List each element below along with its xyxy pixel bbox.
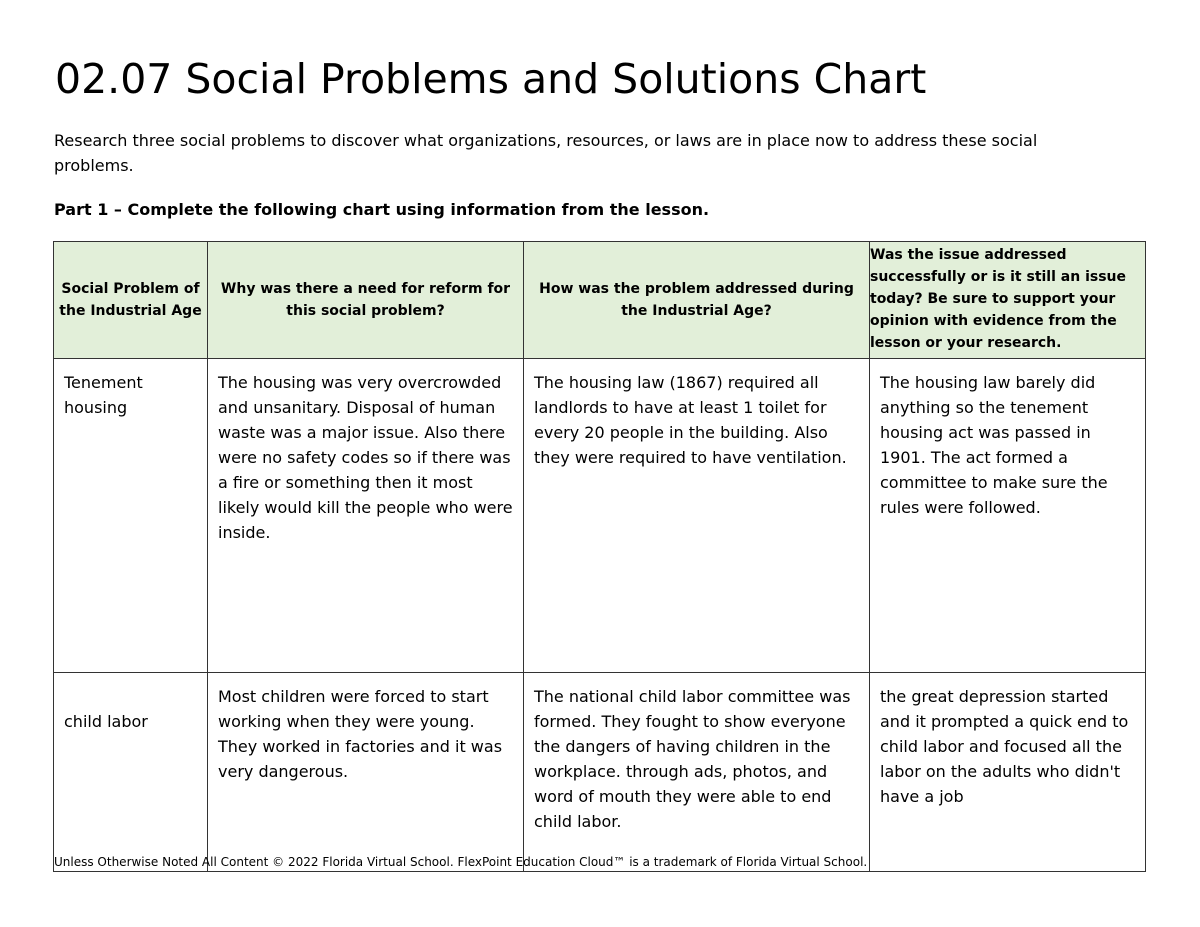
table-header-row bbox=[54, 242, 1146, 359]
header-need-for-reform: Why was there a need for reform for this social problem? bbox=[208, 242, 524, 359]
cell-addressed: The national child labor committee was formed. They fought to show everyone the dangers of having children in the workplace. through ads, photos, and word of mouth they were able to end child labor. bbox=[524, 673, 870, 872]
cell-problem: Tenement housing bbox=[54, 359, 208, 673]
intro-text: Research three social problems to discover what organizations, resources, or laws are in place now to address these social problems. bbox=[54, 131, 1038, 175]
cell-problem-text: child labor bbox=[64, 712, 148, 731]
cell-need: Most children were forced to start working when they were young. They worked in factories and it was very dangerous. bbox=[208, 673, 524, 872]
header-how-addressed: How was the problem addressed during the Industrial Age? bbox=[524, 242, 870, 359]
copyright-footer: Unless Otherwise Noted All Content © 2022 Florida Virtual School. FlexPoint Education Cloud™ is a trademark of Florida Virtual School. bbox=[54, 855, 868, 869]
solutions-chart-table bbox=[53, 241, 1146, 872]
header-outcome: Was the issue addressed successfully or is it still an issue today? Be sure to support your opinion with evidence from the lesson or your research. bbox=[870, 242, 1146, 359]
table-row bbox=[54, 673, 1146, 872]
page-title: 02.07 Social Problems and Solutions Chart bbox=[55, 55, 927, 103]
cell-outcome: the great depression started and it prompted a quick end to child labor and focused all the labor on the adults who didn't have a job bbox=[870, 673, 1146, 872]
cell-addressed: The housing law (1867) required all landlords to have at least 1 toilet for every 20 people in the building. Also they were required to have ventilation. bbox=[524, 359, 870, 673]
table-row bbox=[54, 359, 1146, 673]
cell-need: The housing was very overcrowded and unsanitary. Disposal of human waste was a major issue. Also there were no safety codes so if there was a fire or something then it most likely would kill the people who were inside. bbox=[208, 359, 524, 673]
cell-problem bbox=[54, 673, 208, 872]
cell-outcome: The housing law barely did anything so the tenement housing act was passed in 1901. The act formed a committee to make sure the rules were followed. bbox=[870, 359, 1146, 673]
header-social-problem: Social Problem of the Industrial Age bbox=[54, 242, 208, 359]
part-heading: Part 1 – Complete the following chart using information from the lesson. bbox=[54, 200, 710, 219]
